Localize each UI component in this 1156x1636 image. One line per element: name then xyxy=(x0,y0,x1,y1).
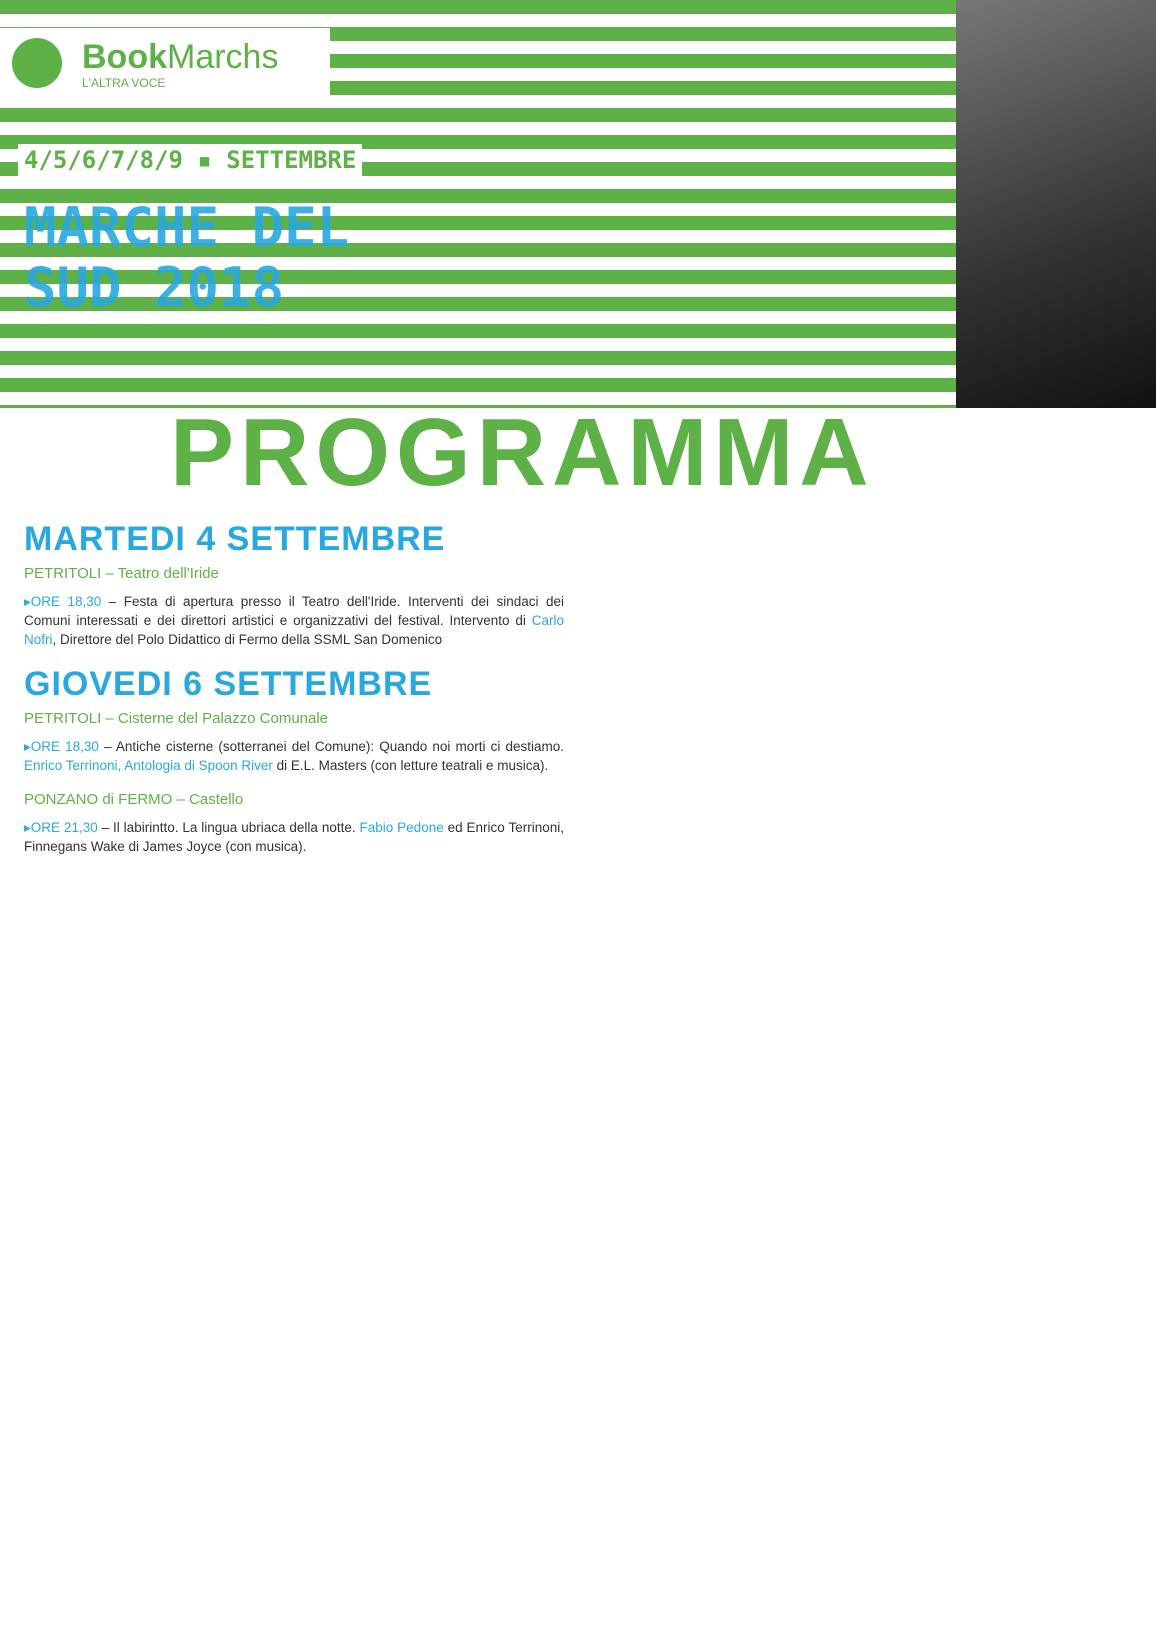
day-heading: GIOVEDI 6 SETTEMBRE xyxy=(24,665,433,703)
day-heading: MARTEDI 4 SETTEMBRE xyxy=(24,520,446,558)
festival-dates: 4/5/6/7/8/9 ▪ SETTEMBRE xyxy=(18,144,362,176)
speaker-photo xyxy=(956,0,1156,408)
event: ▸ORE 21,30 – Il labirintto. La lingua ubriaca della notte. Fabio Pedone ed Enrico Terrinoni, Finnegans Wake di James Joyce (con musica). xyxy=(24,820,564,854)
book-icon xyxy=(12,38,62,88)
festival-logo xyxy=(0,28,330,100)
logo-title: BookMarchs xyxy=(82,38,279,76)
venue: PETRITOLI – Teatro dell'Iride xyxy=(24,565,219,582)
event: ▸ORE 18,30 – Festa di apertura presso il Teatro dell'Iride. Interventi dei sindaci dei Comuni interessati e dei direttori artistici e organizzativi del festival. Intervento di Carlo Nofri, Direttore del Polo Didattico di Fermo della SSML San Domenico xyxy=(24,594,564,647)
programme-heading: PROGRAMMA xyxy=(170,399,875,506)
event: ▸ORE 18,30 – Antiche cisterne (sotterranei del Comune): Quando noi morti ci destiamo. Enrico Terrinoni, Antologia di Spoon River di E.L. Masters (con letture teatrali e musica). xyxy=(24,739,564,773)
venue: PONZANO di FERMO – Castello xyxy=(24,791,244,808)
venue: PETRITOLI – Cisterne del Palazzo Comunale xyxy=(24,710,329,727)
programme-left-column xyxy=(24,520,564,872)
festival-region: MARCHE DEL SUD 2018 xyxy=(24,196,350,319)
logo-subtitle: L'ALTRA VOCE xyxy=(82,76,166,90)
